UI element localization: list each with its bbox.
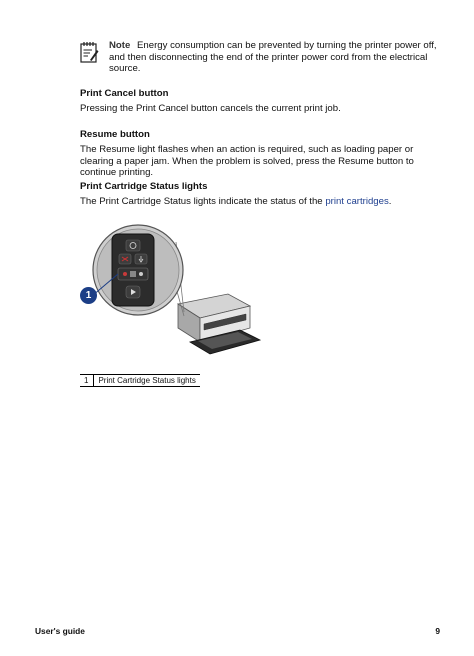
footer-title: User's guide: [35, 626, 85, 636]
note-label: Note: [109, 40, 131, 51]
note-block: [109, 40, 439, 75]
print-cancel-heading: Print Cancel button: [80, 88, 169, 99]
printer-illustration: [78, 224, 278, 362]
resume-paragraph: The Resume light flashes when an action is required, such as loading paper or clearing a paper jam. When the problem is solved, press the Resume button to continue printing.: [80, 144, 414, 179]
caption-row: [80, 375, 200, 387]
status-lights-heading: Print Cartridge Status lights: [80, 181, 208, 192]
note-text: Energy consumption can be prevented by turning the printer power off, and then disconnecting the end of the printer power cord from the electrical source.: [109, 40, 437, 75]
caption-table: [80, 374, 200, 387]
page-number: 9: [435, 626, 440, 636]
caption-number: 1: [80, 375, 94, 387]
print-cancel-paragraph: Pressing the Print Cancel button cancels the current print job.: [80, 103, 341, 114]
print-cartridges-link[interactable]: print cartridges: [325, 196, 389, 207]
status-lights-text-end: .: [388, 196, 392, 207]
caption-text: Print Cartridge Status lights: [94, 375, 200, 387]
printer-figure: [78, 224, 278, 362]
status-lights-paragraph: [80, 196, 440, 208]
status-lights-text: The Print Cartridge Status lights indicate the status of the: [80, 196, 326, 207]
callout-badge: 1: [80, 287, 97, 304]
note-icon: [80, 41, 99, 63]
resume-heading: Resume button: [80, 129, 150, 140]
